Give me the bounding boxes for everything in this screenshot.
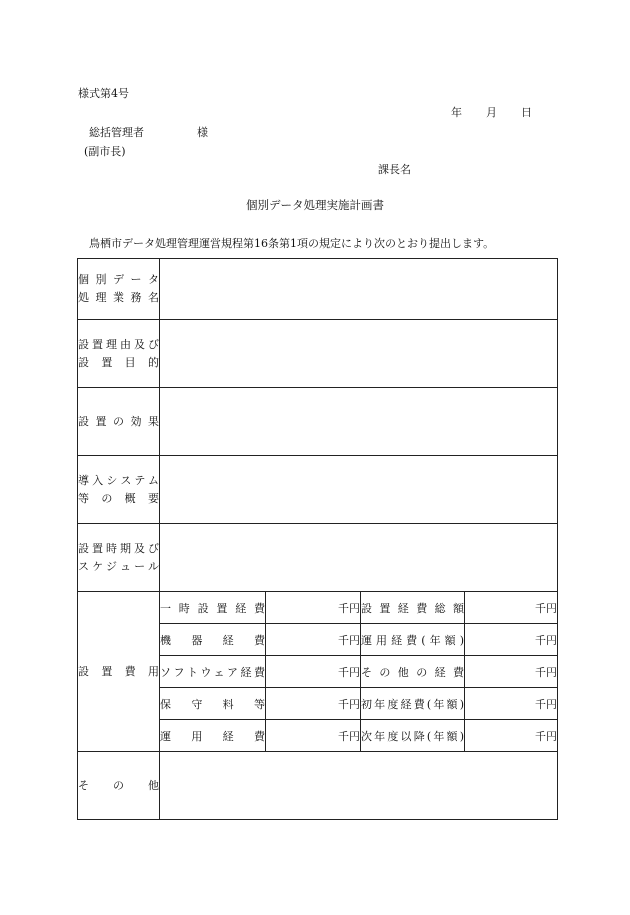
- cost-item-left: 保守料等: [160, 688, 266, 720]
- cost-item-right: 運用経費(年額): [361, 624, 465, 656]
- row-schedule: [78, 524, 558, 592]
- cost-amount-left[interactable]: 千円: [266, 656, 361, 688]
- schedule-field[interactable]: [160, 524, 558, 592]
- row-other: [78, 752, 558, 820]
- label-other: その他: [78, 752, 160, 820]
- cost-amount-right[interactable]: 千円: [465, 720, 558, 752]
- cost-row: [78, 592, 558, 624]
- cost-item-left: 運用経費: [160, 720, 266, 752]
- business-name-field[interactable]: [160, 259, 558, 320]
- addressee-subtitle: (副市長): [84, 145, 126, 158]
- date-year-label: 年: [451, 106, 462, 119]
- cost-amount-left[interactable]: 千円: [266, 720, 361, 752]
- addressee-honorific: 様: [197, 126, 208, 139]
- cost-item-left: ソフトウェア経費: [160, 656, 266, 688]
- row-purpose: [78, 320, 558, 388]
- row-business-name: [78, 259, 558, 320]
- label-schedule: 設置時期及び スケジュール: [78, 524, 160, 592]
- cost-amount-right[interactable]: 千円: [465, 624, 558, 656]
- effect-field[interactable]: [160, 388, 558, 456]
- cost-item-left: 機器経費: [160, 624, 266, 656]
- date-day-label: 日: [521, 106, 532, 119]
- cost-amount-left[interactable]: 千円: [266, 624, 361, 656]
- cost-item-right: 初年度経費(年額): [361, 688, 465, 720]
- label-system-overview: 導入システム 等の概要: [78, 456, 160, 524]
- document-title: 個別データ処理実施計画書: [246, 198, 384, 212]
- cost-item-right: 設置経費総額: [361, 592, 465, 624]
- cost-amount-left[interactable]: 千円: [266, 592, 361, 624]
- cost-amount-left[interactable]: 千円: [266, 688, 361, 720]
- cost-item-left: 一時設置経費: [160, 592, 266, 624]
- date-month-label: 月: [486, 106, 497, 119]
- cost-amount-right[interactable]: 千円: [465, 656, 558, 688]
- cost-item-right: 次年度以降(年額): [361, 720, 465, 752]
- sender-name: 課長名: [378, 163, 411, 176]
- cost-amount-right[interactable]: 千円: [465, 592, 558, 624]
- cost-amount-right[interactable]: 千円: [465, 688, 558, 720]
- purpose-field[interactable]: [160, 320, 558, 388]
- plan-form-table: [77, 258, 558, 820]
- intro-text: 鳥栖市データ処理管理運営規程第16条第1項の規定により次のとおり提出します。: [89, 237, 495, 250]
- label-business-name: 個別データ 処理業務名: [78, 259, 160, 320]
- form-number: 様式第4号: [78, 87, 129, 100]
- system-overview-field[interactable]: [160, 456, 558, 524]
- row-system-overview: [78, 456, 558, 524]
- row-effect: [78, 388, 558, 456]
- label-purpose: 設置理由及び 設置目的: [78, 320, 160, 388]
- label-installation-cost: 設置費用: [78, 592, 160, 752]
- other-field[interactable]: [160, 752, 558, 820]
- label-effect: 設置の効果: [78, 388, 160, 456]
- addressee: 総括管理者: [89, 126, 144, 139]
- cost-item-right: その他の経費: [361, 656, 465, 688]
